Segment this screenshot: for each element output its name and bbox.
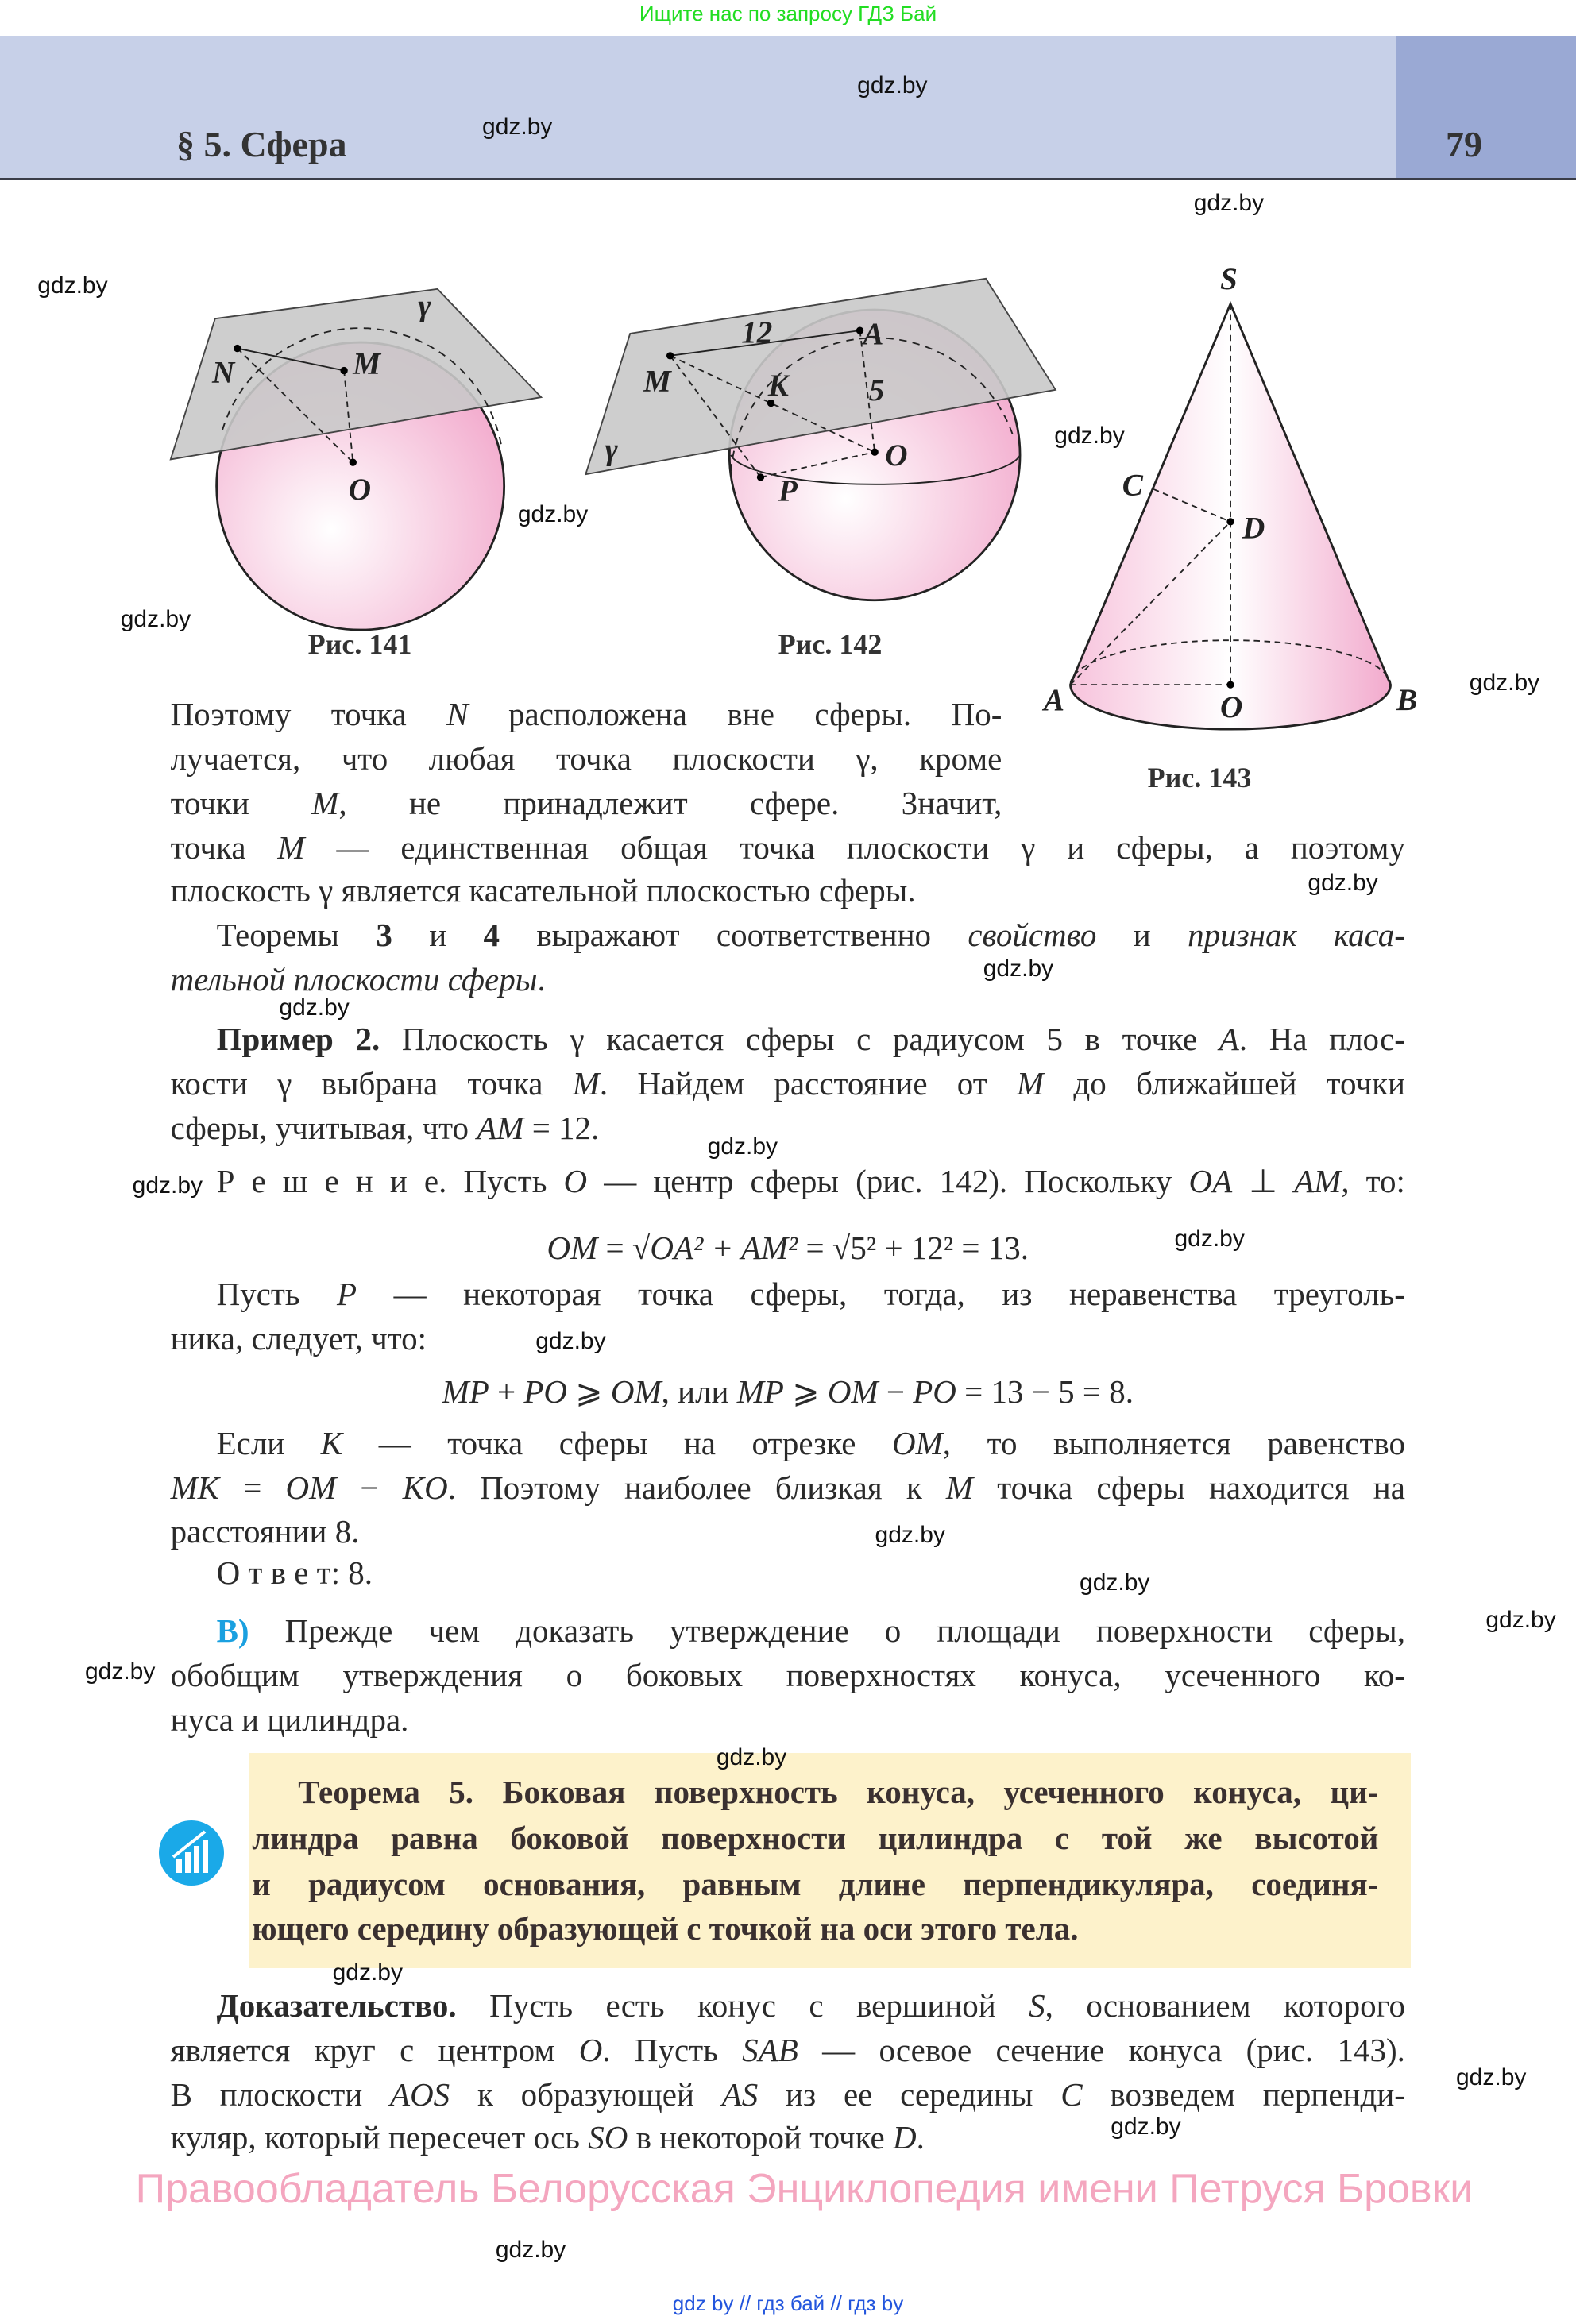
text-segment: = √ [597,1230,651,1267]
text-segment: OM [285,1469,337,1507]
text-segment: лучается, что любая точка плоскости γ, кроме [170,740,1002,778]
text-segment: . [916,2118,925,2156]
text-segment: расположена вне сферы. По- [468,696,1002,733]
text-line [171,1316,1405,1361]
text-segment: N [446,696,469,733]
watermark-text: gdz.by [132,1172,203,1199]
text-line [171,1653,1405,1697]
watermark-text: gdz.by [875,1522,945,1549]
text-line [171,1983,1405,2028]
text-segment: ющего середину образующей с точкой на оси этого тела. [252,1909,1079,1947]
svg-text:A: A [1043,682,1065,717]
text-segment: , не принадлежит сфере. Значит, [338,785,1002,822]
text-segment: OM [891,1425,943,1462]
text-segment: Поэтому точка [170,696,447,733]
text-segment: Если [216,1425,321,1462]
watermark-text: gdz.by [1469,670,1540,697]
svg-text:P: P [778,473,798,508]
page-number: 79 [1446,124,1482,164]
text-segment: MP [736,1373,784,1411]
text-segment: в некоторой точке [628,2118,893,2156]
text-segment: — единственная общая точка плоскости γ и сферы, а поэтому [304,829,1405,867]
text-segment: M [945,1469,974,1507]
text-segment: , то: [1341,1163,1405,1200]
theorem-line [252,1862,1378,1906]
text-segment: ⊥ [1232,1163,1295,1200]
text-segment: точки [170,785,312,822]
svg-text:12: 12 [741,315,773,350]
text-segment: = 13 − 5 = 8. [956,1373,1134,1411]
text-segment: Прежде чем доказать утверждение о площади поверхности сферы, [249,1612,1405,1649]
svg-text:N: N [212,355,235,390]
text-segment: линдра равна боковой поверхности цилиндра с той же высотой [252,1819,1379,1856]
copyright-notice: Правообладатель Белорусская Энциклопедия имени Петруся Бровки [135,2166,1474,2212]
text-segment: сферы, учитывая, что [170,1110,477,1147]
svg-text:S: S [1219,261,1238,296]
svg-text:K: K [767,369,789,403]
text-segment: В плоскости [170,2075,391,2113]
text-segment: SAB [742,2031,798,2068]
text-segment: O [563,1163,588,1200]
text-segment: Р е ш е н и е. Пусть [216,1163,564,1200]
text-segment: Пусть есть конус с вершиной [456,1986,1029,2024]
text-segment: AM [477,1110,524,1147]
watermark-text: gdz.by [1455,2064,1527,2091]
text-line [171,1369,1405,1414]
watermark-text: gdz.by [332,1959,403,1986]
figure-141-caption: Рис. 141 [307,628,412,660]
watermark-text: gdz.by [495,2236,566,2263]
text-segment: . [537,961,546,998]
text-line [171,1465,1405,1510]
text-segment: , или [661,1373,737,1411]
text-segment: признак каса- [1188,917,1405,954]
text-line [171,736,1002,781]
svg-text:5: 5 [868,373,885,407]
text-segment: = 12. [523,1110,600,1147]
figure-142 [585,279,1056,600]
figure-143 [1041,262,1417,729]
search-hint: Ищите нас по запросу ГДЗ Бай [639,2,937,25]
svg-text:O: O [1219,690,1243,725]
text-segment: Теоремы [216,917,377,954]
text-line [171,1017,1405,1061]
text-segment: куляр, который пересечет ось [170,2118,589,2156]
text-line [171,2115,1405,2160]
text-segment: Плоскость γ касается сферы с радиусом 5 в точке [380,1021,1219,1058]
footer-links[interactable]: gdz by // гдз бай // гдз by [672,2291,904,2315]
text-line [171,913,1405,957]
text-segment: и радиусом основания, равным длине перпендикуляра, соединя- [252,1865,1379,1902]
text-segment: — некоторая точка сферы, тогда, из неравенства треуголь- [357,1276,1405,1313]
text-segment: OM [547,1230,598,1267]
text-segment: . Поэтому наиболее близкая к [447,1469,946,1507]
text-line [171,2072,1405,2117]
text-line [171,1509,1405,1554]
watermark-text: gdz.by [517,500,589,527]
text-segment: OM [827,1373,879,1411]
text-segment: OM [610,1373,662,1411]
text-segment: AM [1294,1163,1342,1200]
text-segment: кости γ выбрана точка [170,1065,573,1102]
text-line [171,1550,1405,1595]
text-segment: , то выполняется равенство [942,1425,1405,1462]
text-segment: C [1060,2075,1083,2113]
text-segment: — центр сферы (рис. 142). Поскольку [587,1163,1189,1200]
svg-text:M: M [353,346,381,381]
text-segment: ⩾ [783,1373,828,1411]
text-segment: M [277,829,305,867]
text-segment: выражают соответственно [500,917,968,954]
watermark-text: gdz.by [37,272,108,299]
text-line [171,1421,1405,1465]
svg-text:D: D [1242,511,1265,546]
text-segment: и [1096,917,1188,954]
text-segment: Пример 2. [216,1021,380,1058]
figure-143-caption: Рис. 143 [1147,762,1252,793]
watermark-text: gdz.by [1054,422,1125,449]
text-segment: MP [442,1373,489,1411]
text-segment: — точка сферы на отрезке [342,1425,892,1462]
watermark-text: gdz.by [1308,870,1378,897]
text-segment: 4 [483,917,500,954]
text-line [171,1608,1405,1653]
text-line [171,957,1405,1002]
watermark-text: gdz.by [1080,1569,1150,1596]
watermark-text: gdz.by [279,994,350,1021]
theorem-line [252,1816,1378,1860]
text-segment: Пусть [216,1276,338,1313]
text-segment: ⩾ [567,1373,611,1411]
text-segment: является круг с центром [170,2031,579,2068]
text-segment: свойство [968,917,1097,954]
text-segment: AOS [390,2075,450,2113]
text-segment: , основанием которого [1045,1986,1405,2024]
text-segment: = [219,1469,286,1507]
svg-text:C: C [1122,468,1143,503]
text-segment: + [489,1373,524,1411]
text-line [171,2028,1405,2072]
text-segment: O [578,2031,603,2068]
text-segment: K [320,1425,343,1462]
text-line [171,1061,1405,1106]
text-line [171,1272,1405,1316]
watermark-text: gdz.by [535,1327,606,1354]
svg-text:M: M [643,364,671,399]
text-line [171,825,1405,870]
text-segment: расстоянии 8. [170,1512,360,1550]
text-segment: OA² + AM² [650,1230,798,1267]
svg-text:O: O [348,472,372,507]
theorem-line [252,1770,1378,1814]
text-line [171,868,1405,913]
text-segment: − [878,1373,914,1411]
text-segment: PO [523,1373,568,1411]
watermark-text: gdz.by [857,72,928,99]
watermark-text: gdz.by [120,605,191,632]
text-line [171,1697,1405,1742]
text-segment: . На плос- [1238,1021,1405,1058]
text-segment: и [392,917,484,954]
text-segment: Доказательство. [216,1986,457,2024]
figure-142-caption: Рис. 142 [778,628,883,660]
text-segment: AS [721,2075,759,2113]
text-segment: − [336,1469,403,1507]
svg-text:B: B [1396,682,1418,717]
svg-text:A: A [863,316,884,351]
text-segment: 3 [376,917,392,954]
section-title: § 5. Сфера [176,124,347,164]
watermark-text: gdz.by [707,1133,778,1160]
watermark-text: gdz.by [1485,1606,1556,1633]
text-segment: Теорема 5. Боковая поверхность конуса, усеченного конуса, ци- [298,1773,1379,1810]
text-segment: . Найдем расстояние от [599,1065,1017,1102]
text-segment: О т в е т: 8. [216,1554,373,1591]
watermark-text: gdz.by [716,1744,787,1771]
text-segment: S [1029,1986,1045,2024]
text-segment: тельной плоскости сферы [170,961,538,998]
svg-text:γ: γ [418,288,431,323]
text-segment: M [1016,1065,1045,1102]
text-segment: D [893,2118,917,2156]
text-line [171,692,1002,736]
text-segment: . Пусть [602,2031,743,2068]
text-segment: OA [1188,1163,1233,1200]
text-segment: PO [913,1373,956,1411]
text-segment: до ближайшей точки [1044,1065,1405,1102]
text-segment: = √5² + 12² = 13. [798,1230,1029,1267]
watermark-text: gdz.by [1174,1225,1245,1252]
text-segment: к образующей [450,2075,722,2113]
watermark-text: gdz.by [1193,189,1265,216]
watermark-text: gdz.by [482,114,553,141]
watermark-text: gdz.by [1111,2113,1181,2140]
text-segment: точка сферы находится на [973,1469,1405,1507]
text-line [171,1159,1405,1203]
text-segment: ника, следует, что: [170,1319,427,1357]
text-segment: из ее середины [758,2075,1061,2113]
text-segment: SO [588,2118,628,2156]
text-segment: M [311,785,339,822]
text-segment: возведем перпенди- [1082,2075,1405,2113]
text-line [171,781,1002,825]
text-line [171,1106,1405,1150]
text-segment: MK [170,1469,220,1507]
theorem-line [252,1906,1378,1951]
text-segment: A [1219,1021,1239,1058]
text-segment: точка [170,829,278,867]
text-segment: KO [402,1469,448,1507]
watermark-text: gdz.by [983,955,1054,982]
svg-text:γ: γ [605,432,618,467]
text-segment: обобщим утверждения о боковых поверхностях конуса, усеченного ко- [170,1656,1405,1693]
text-segment: P [337,1276,357,1313]
text-segment: M [572,1065,600,1102]
figure-141 [171,288,542,630]
section-marker: В) [216,1612,249,1649]
text-segment: нуса и цилиндра. [170,1701,409,1738]
svg-text:O: O [885,438,908,473]
text-segment: плоскость γ является касательной плоскостью сферы. [170,872,916,909]
watermark-text: gdz.by [84,1658,156,1685]
text-segment: — осевое сечение конуса (рис. 143). [798,2031,1405,2068]
